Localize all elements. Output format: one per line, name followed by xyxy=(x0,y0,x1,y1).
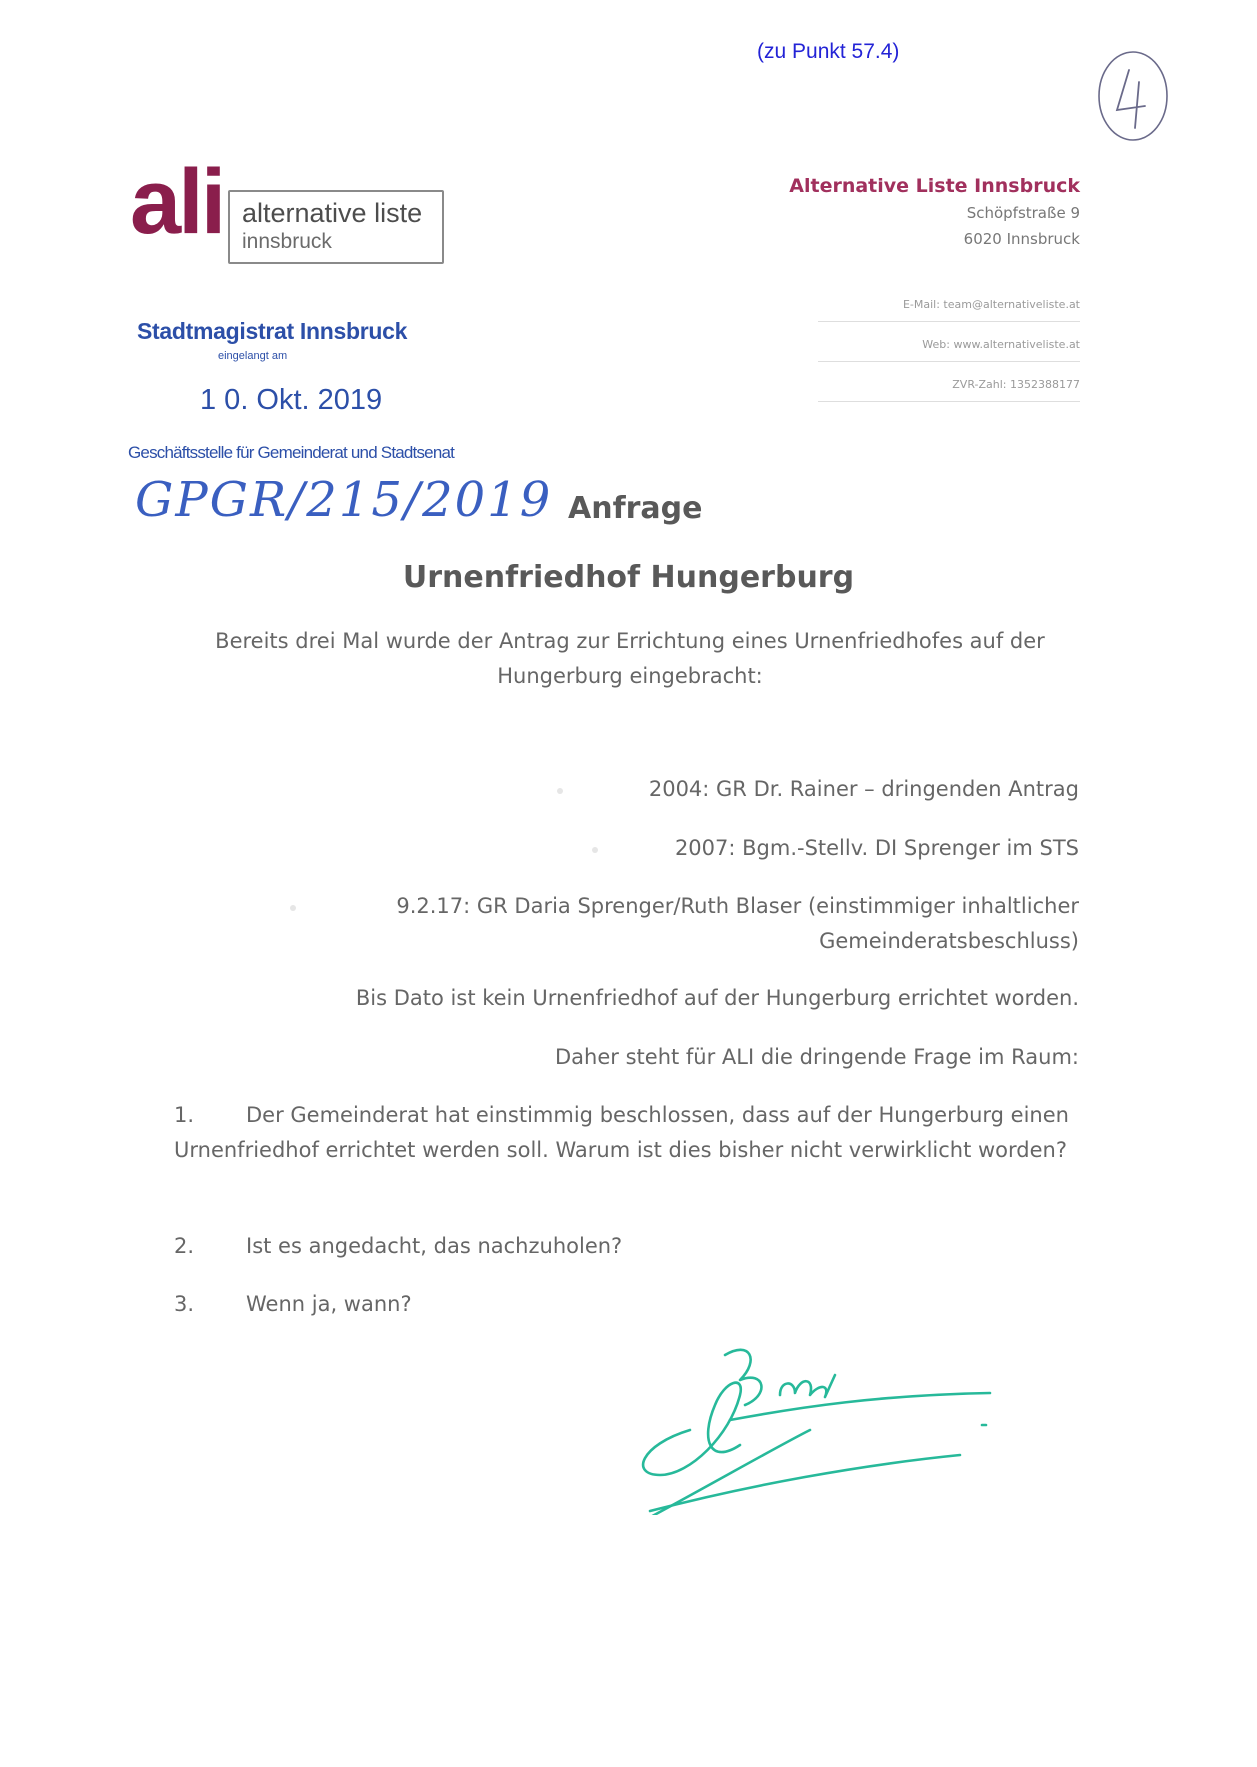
document-title: Urnenfriedhof Hungerburg xyxy=(402,560,855,595)
intro-paragraph: Bereits drei Mal wurde der Antrag zur Errichtung eines Urnenfriedhofes auf der Hungerburg eingebracht: xyxy=(215,629,1045,688)
stamp-office: Stadtmagistrat Innsbruck xyxy=(137,318,408,344)
list-bullet xyxy=(592,847,598,853)
question-intro: Daher steht für ALI die dringende Frage im Raum: xyxy=(555,1045,1079,1069)
handwritten-signature xyxy=(630,1335,1000,1515)
history-item: 9.2.17: GR Daria Sprenger/Ruth Blaser (einstimmiger inhaltlicher Gemeinderatsbeschluss) xyxy=(396,894,1079,953)
history-item: 2007: Bgm.-Stellv. DI Sprenger im STS xyxy=(674,836,1079,860)
list-bullet xyxy=(557,788,563,794)
history-item: 2004: GR Dr. Rainer – dringenden Antrag xyxy=(648,777,1079,801)
logo-text-box xyxy=(228,190,444,264)
stamp-received-label: eingelangt am xyxy=(218,350,288,362)
logo-mark: ali xyxy=(130,151,224,253)
circled-page-mark xyxy=(1095,48,1171,144)
list-bullet xyxy=(290,905,296,911)
sender-email: E-Mail: team@alternativeliste.at xyxy=(818,298,1080,322)
file-number: GPGR/215/2019 xyxy=(135,472,553,528)
question-number: 1. xyxy=(174,1103,195,1127)
question-text: Wenn ja, wann? xyxy=(246,1292,412,1316)
stamp-department: Geschäftsstelle für Gemeinderat und Stadtsenat xyxy=(128,443,455,462)
sender-zvr: ZVR-Zahl: 1352388177 xyxy=(818,378,1080,402)
question-item xyxy=(174,1098,1074,1168)
sender-street: Schöpfstraße 9 xyxy=(966,204,1080,222)
question-number: 3. xyxy=(174,1292,195,1316)
question-text: Ist es angedacht, das nachzuholen? xyxy=(246,1234,623,1258)
stamp-date: 1 0. Okt. 2019 xyxy=(200,384,383,416)
reference-note: (zu Punkt 57.4) xyxy=(757,40,900,63)
logo-line-1: alternative liste xyxy=(242,198,423,228)
logo-line-2: innsbruck xyxy=(242,230,332,253)
question-item xyxy=(174,1229,1074,1264)
question-item xyxy=(174,1287,1074,1322)
question-number: 2. xyxy=(174,1234,195,1258)
sender-name: Alternative Liste Innsbruck xyxy=(789,175,1080,197)
status-statement: Bis Dato ist kein Urnenfriedhof auf der Hungerburg errichtet worden. xyxy=(355,986,1079,1010)
document-type: Anfrage xyxy=(568,491,703,526)
ali-logo xyxy=(130,151,450,266)
sender-city: 6020 Innsbruck xyxy=(963,230,1080,248)
question-text: Der Gemeinderat hat einstimmig beschlossen, dass auf der Hungerburg einen Urnenfriedhof errichtet werden soll. Warum ist dies bisher nicht verwirklicht worden? xyxy=(174,1103,1069,1162)
sender-web: Web: www.alternativeliste.at xyxy=(818,338,1080,362)
